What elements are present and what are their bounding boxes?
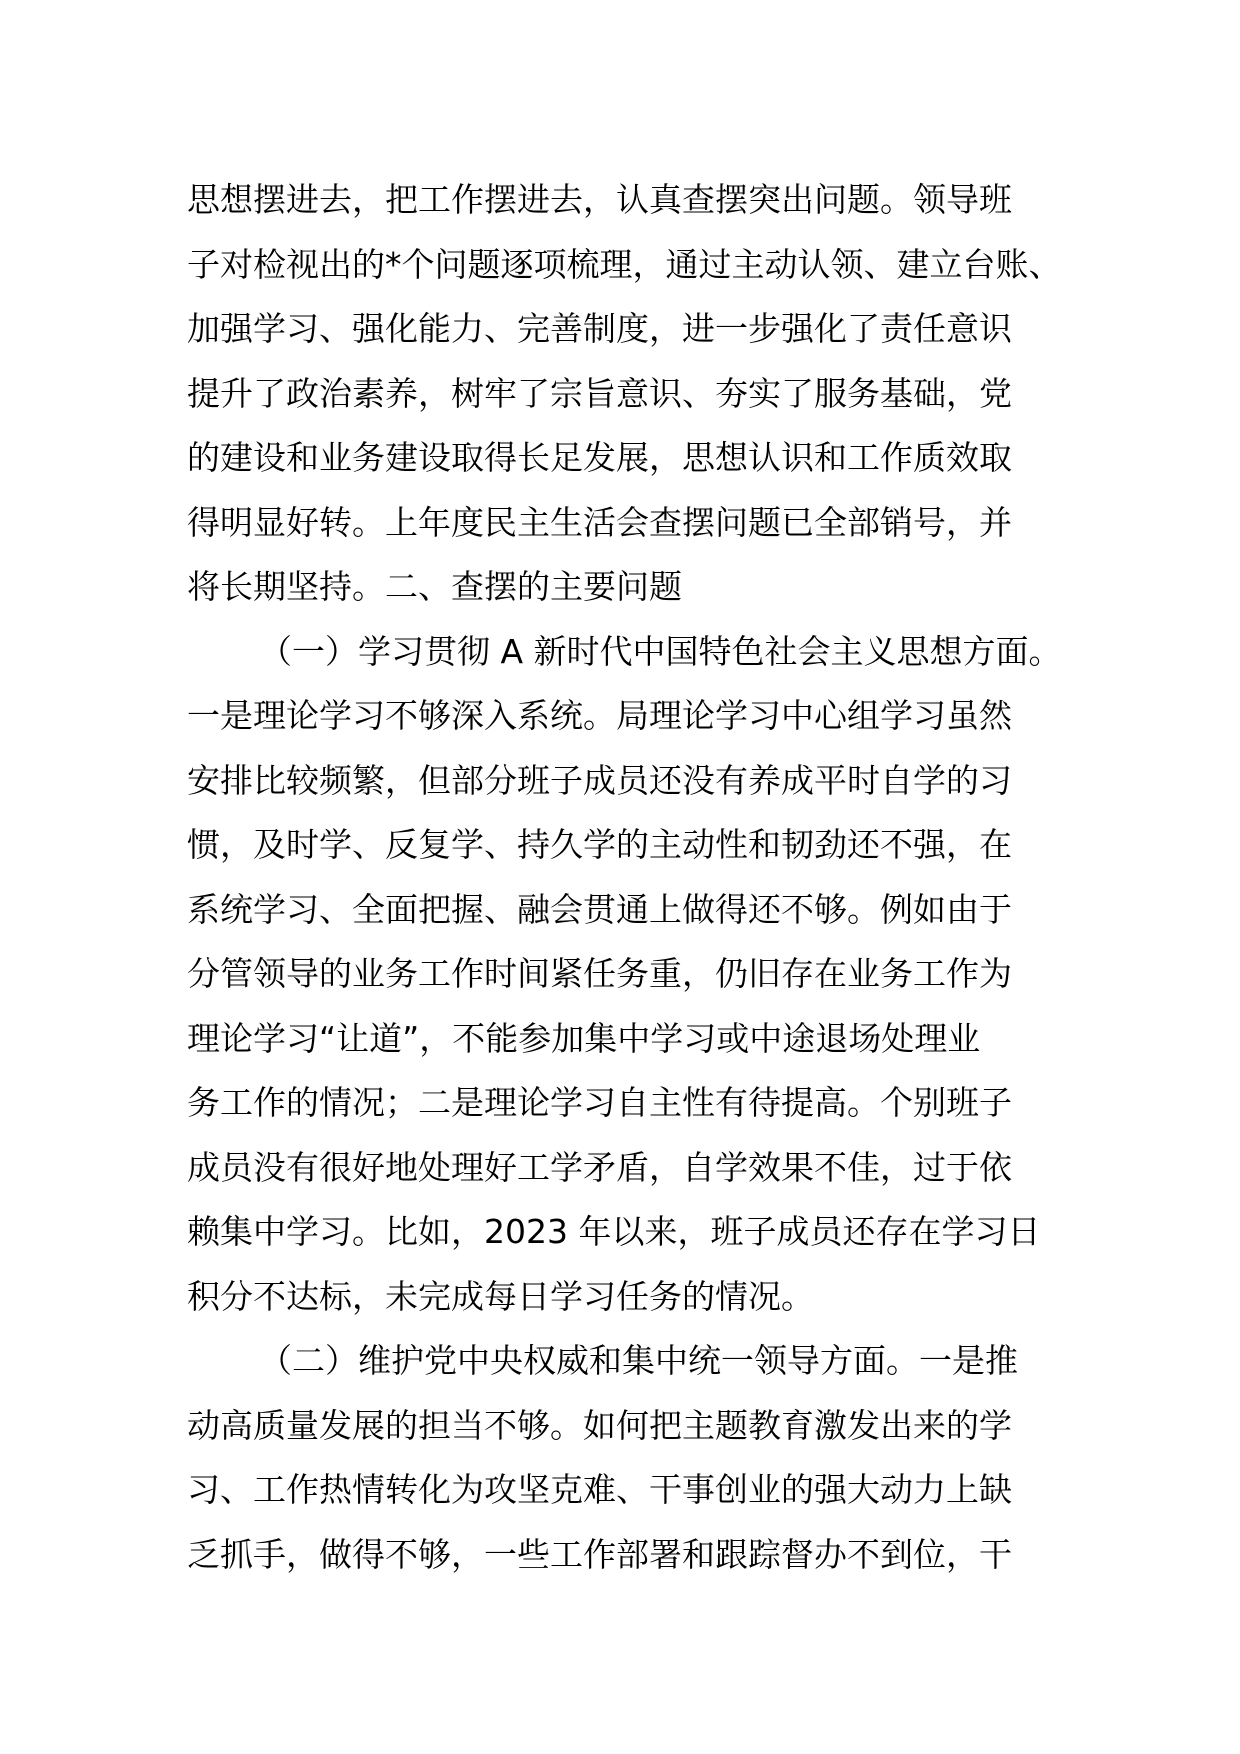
text-line: 的建设和业务建设取得长足发展，思想认识和工作质效取 (187, 438, 1012, 477)
text-line: 成员没有很好地处理好工学矛盾，自学效果不佳，过于依 (187, 1147, 1012, 1187)
text-line: 一是理论学习不够深入系统。局理论学习中心组学习虽然 (187, 696, 1012, 735)
text-line: 得明显好转。上年度民主生活会查摆问题已全部销号，并 (187, 502, 1012, 542)
text-line: 安排比较频繁，但部分班子成员还没有养成平时自学的习 (187, 760, 1012, 800)
text-line: 分管领导的业务工作时间紧任务重，仍旧存在业务工作为 (187, 954, 1012, 993)
text-line: 乏抓手，做得不够，一些工作部署和跟踪督办不到位，干 (187, 1534, 1012, 1574)
text-line: 思想摆进去，把工作摆进去，认真查摆突出问题。领导班 (187, 180, 1012, 219)
text-line: 子对检视出的*个问题逐项梳理，通过主动认领、建立台账、 (187, 244, 1062, 284)
text-line: 习、工作热情转化为攻坚克难、干事创业的强大动力上缺 (187, 1470, 1012, 1509)
text-line: 惯，及时学、反复学、持久学的主动性和韧劲还不强，在 (187, 825, 1012, 864)
document-body-text (187, 168, 1067, 1587)
text-line: 将长期坚持。二、查摆的主要问题 (187, 567, 682, 606)
text-line: 系统学习、全面把握、融会贯通上做得还不够。例如由于 (187, 889, 1012, 929)
text-line: 理论学习“让道”，不能参加集中学习或中途退场处理业 (187, 1018, 981, 1058)
text-line: 加强学习、强化能力、完善制度，进一步强化了责任意识 (187, 309, 1012, 348)
text-line: 赖集中学习。比如，2023 年以来，班子成员还存在学习日 (187, 1212, 1041, 1251)
section-heading-1: （一）学习贯彻 A 新时代中国特色社会主义思想方面。 (259, 631, 1062, 671)
text-line: 提升了政治素养，树牢了宗旨意识、夯实了服务基础，党 (187, 373, 1012, 413)
text-line: 积分不达标，未完成每日学习任务的情况。 (187, 1276, 814, 1316)
text-line: 动高质量发展的担当不够。如何把主题教育激发出来的学 (187, 1405, 1012, 1445)
section-heading-2: （二）维护党中央权威和集中统一领导方面。一是推 (259, 1341, 1018, 1380)
text-line: 务工作的情况；二是理论学习自主性有待提高。个别班子 (187, 1083, 1012, 1122)
